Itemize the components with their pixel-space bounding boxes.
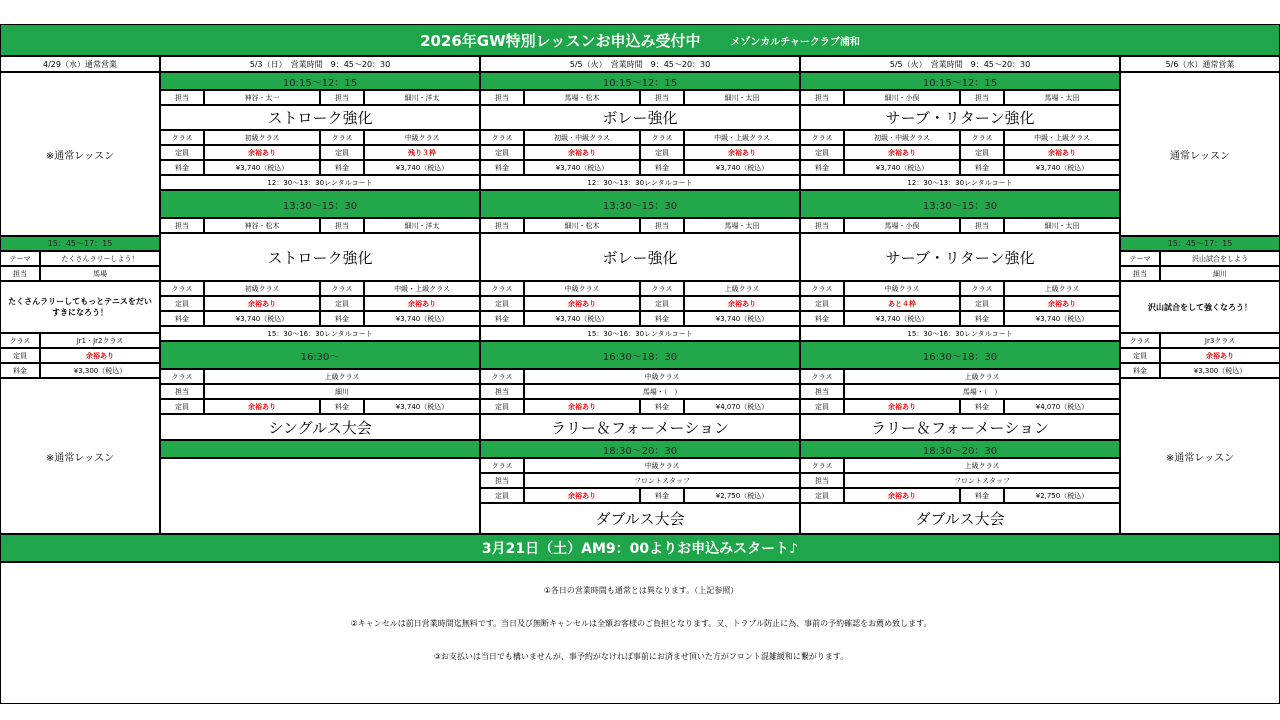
col1-s2-status-b: 余裕あり — [684, 296, 800, 311]
col2-s4-coach-label: 担当 — [800, 473, 844, 488]
col1-s2-fee-label-a: 料金 — [480, 311, 524, 326]
col2-s2-fee-b: ¥3,740（税込） — [1004, 311, 1120, 326]
col0-s1-status-a: 余裕あり — [204, 145, 320, 160]
col2-s1-class-a: 初級・中級クラス — [844, 130, 960, 145]
col1-s4-time: 18:30～20：30 — [480, 440, 800, 458]
col0-s2-status-label-b: 定員 — [320, 296, 364, 311]
col0-s2-coach-label-a: 担当 — [160, 218, 204, 233]
col0-s2-coach-label-b: 担当 — [320, 218, 364, 233]
col1-s2-status-label-b: 定員 — [640, 296, 684, 311]
left-status: 余裕あり — [40, 348, 160, 363]
col1-s1-coach-a: 馬場・松木 — [524, 90, 640, 105]
col1-s3-class: 中級クラス — [524, 369, 800, 384]
col2-s4-class: 上級クラス — [844, 458, 1120, 473]
col1-s1-class-label-a: クラス — [480, 130, 524, 145]
day-header-4: 5/6（水）通常営業 — [1120, 56, 1280, 72]
col1-s4-coach-label: 担当 — [480, 473, 524, 488]
col1-s1-fee-b: ¥3,740（税込） — [684, 160, 800, 175]
col0-rental2: 15：30～16：30レンタルコート — [160, 326, 480, 341]
col2-s2-coach-b: 細川・太田 — [1004, 218, 1120, 233]
left-theme-label: テーマ — [0, 251, 40, 266]
col2-s4-status-label: 定員 — [800, 488, 844, 503]
col1-s1-coach-label-b: 担当 — [640, 90, 684, 105]
col1-s4-class-label: クラス — [480, 458, 524, 473]
col1-s3-title: ラリー＆フォーメーション — [480, 414, 800, 440]
left-normal-lesson: ※通常レッスン — [0, 72, 160, 236]
col0-s2-coach-a: 神谷・松木 — [204, 218, 320, 233]
col1-s1-time: 10:15～12：15 — [480, 72, 800, 90]
right-theme: 沢山試合をしよう — [1160, 251, 1280, 266]
col2-s3-class-label: クラス — [800, 369, 844, 384]
col2-s2-coach-a: 馬場・小俣 — [844, 218, 960, 233]
col2-s2-class-b: 上級クラス — [1004, 281, 1120, 296]
col1-s2-coach-b: 馬場・太田 — [684, 218, 800, 233]
col2-s3-title: ラリー＆フォーメーション — [800, 414, 1120, 440]
col0-s1-coach-label-b: 担当 — [320, 90, 364, 105]
col2-s3-fee-label: 料金 — [960, 399, 1004, 414]
left-class: Jr1・Jr2クラス — [40, 333, 160, 348]
right-coach: 細川 — [1160, 266, 1280, 281]
col0-rental1: 12：30～13：30レンタルコート — [160, 175, 480, 190]
col0-s3-status-label: 定員 — [160, 399, 204, 414]
col1-s1-status-a: 余裕あり — [524, 145, 640, 160]
col2-s3-status-label: 定員 — [800, 399, 844, 414]
col2-s2-title: サーブ・リターン強化 — [800, 233, 1120, 281]
col2-s2-class-a: 中級クラス — [844, 281, 960, 296]
right-slot-time: 15：45～17：15 — [1120, 236, 1280, 251]
col2-s1-title: サーブ・リターン強化 — [800, 105, 1120, 130]
col0-s3-fee-label: 料金 — [320, 399, 364, 414]
col1-s3-class-label: クラス — [480, 369, 524, 384]
col1-s2-status-a: 余裕あり — [524, 296, 640, 311]
left-fee: ¥3,300（税込） — [40, 363, 160, 378]
col0-s2-fee-label-b: 料金 — [320, 311, 364, 326]
col2-s1-coach-a: 細川・小俣 — [844, 90, 960, 105]
left-class-label: クラス — [0, 333, 40, 348]
col2-s1-fee-label-b: 料金 — [960, 160, 1004, 175]
col1-s1-class-b: 中級・上級クラス — [684, 130, 800, 145]
col2-s3-coach: 馬場・（ ） — [844, 384, 1120, 399]
col1-s1-title: ボレー強化 — [480, 105, 800, 130]
col1-s1-coach-label-a: 担当 — [480, 90, 524, 105]
col1-s2-class-b: 上級クラス — [684, 281, 800, 296]
col2-s1-status-label-b: 定員 — [960, 145, 1004, 160]
col1-s3-coach: 馬場・（ ） — [524, 384, 800, 399]
col0-s2-class-b: 中級・上級クラス — [364, 281, 480, 296]
left-coach: 馬場 — [40, 266, 160, 281]
col2-s4-coach: フロントスタッフ — [844, 473, 1120, 488]
col1-s4-fee-label: 料金 — [640, 488, 684, 503]
col0-s2-class-a: 初級クラス — [204, 281, 320, 296]
col1-s2-class-label-a: クラス — [480, 281, 524, 296]
day-header-2: 5/5（火） 営業時間 9：45～20：30 — [480, 56, 800, 72]
col0-s1-fee-label-a: 料金 — [160, 160, 204, 175]
col0-s1-status-label-a: 定員 — [160, 145, 204, 160]
col1-rental2: 15：30～16：30レンタルコート — [480, 326, 800, 341]
col2-s2-time: 13:30～15：30 — [800, 190, 1120, 218]
right-class-label: クラス — [1120, 333, 1160, 348]
col1-s4-class: 中級クラス — [524, 458, 800, 473]
col1-s1-status-label-b: 定員 — [640, 145, 684, 160]
col0-s2-coach-b: 細川・洋太 — [364, 218, 480, 233]
col1-s3-time: 16:30～18：30 — [480, 341, 800, 369]
day-header-0: 4/29（水）通常営業 — [0, 56, 160, 72]
col2-s2-status-a: あと４枠 — [844, 296, 960, 311]
col0-s1-coach-b: 細川・洋太 — [364, 90, 480, 105]
col2-s1-fee-a: ¥3,740（税込） — [844, 160, 960, 175]
header-bar — [0, 24, 1280, 56]
col0-s2-fee-a: ¥3,740（税込） — [204, 311, 320, 326]
col1-s1-fee-label-a: 料金 — [480, 160, 524, 175]
col1-s2-title: ボレー強化 — [480, 233, 800, 281]
col0-s4-bar — [160, 440, 480, 458]
col2-s2-status-label-b: 定員 — [960, 296, 1004, 311]
left-slot-time: 15：45～17：15 — [0, 236, 160, 251]
col2-s4-fee: ¥2,750（税込） — [1004, 488, 1120, 503]
col1-s1-status-label-a: 定員 — [480, 145, 524, 160]
col2-s4-title: ダブルス大会 — [800, 503, 1120, 534]
left-desc: たくさんラリーしてもっとテニスをだいすきになろう！ — [0, 281, 160, 333]
col1-s2-fee-a: ¥3,740（税込） — [524, 311, 640, 326]
notes-box — [0, 562, 1280, 704]
col1-s1-class-label-b: クラス — [640, 130, 684, 145]
col0-s2-fee-b: ¥3,740（税込） — [364, 311, 480, 326]
col1-s4-title: ダブルス大会 — [480, 503, 800, 534]
col2-s3-time: 16:30～18：30 — [800, 341, 1120, 369]
col0-s2-title: ストローク強化 — [160, 233, 480, 281]
col2-s1-coach-label-b: 担当 — [960, 90, 1004, 105]
left-coach-label: 担当 — [0, 266, 40, 281]
col2-s4-fee-label: 料金 — [960, 488, 1004, 503]
col1-s4-status: 余裕あり — [524, 488, 640, 503]
col0-s1-fee-a: ¥3,740（税込） — [204, 160, 320, 175]
right-status: 余裕あり — [1160, 348, 1280, 363]
club-name: メゾンカルチャークラブ浦和 — [730, 36, 860, 48]
col2-s2-class-label-a: クラス — [800, 281, 844, 296]
col2-s4-class-label: クラス — [800, 458, 844, 473]
col0-s2-status-a: 余裕あり — [204, 296, 320, 311]
right-fee: ¥3,300（税込） — [1160, 363, 1280, 378]
right-theme-label: テーマ — [1120, 251, 1160, 266]
col0-s3-coach: 細川 — [204, 384, 480, 399]
col0-s3-time: 16:30～ — [160, 341, 480, 369]
right-coach-label: 担当 — [1120, 266, 1160, 281]
right-normal-lesson-2: ※通常レッスン — [1120, 378, 1280, 534]
col1-s2-time: 13:30～15：30 — [480, 190, 800, 218]
note-2: ②キャンセルは前日営業時間迄無料です。当日及び無断キャンセルは全額お客様のご負担となります。又、トラブル防止に為、事前の予約確認をお薦め致します。 — [350, 618, 932, 628]
col1-s2-coach-label-b: 担当 — [640, 218, 684, 233]
col2-s1-time: 10:15～12：15 — [800, 72, 1120, 90]
col0-s1-class-label-a: クラス — [160, 130, 204, 145]
col1-s4-coach: フロントスタッフ — [524, 473, 800, 488]
col0-s3-class: 上級クラス — [204, 369, 480, 384]
page-title: 2026年GW特別レッスンお申込み受付中 — [420, 31, 701, 50]
col2-s4-time: 18:30～20：30 — [800, 440, 1120, 458]
col2-s1-class-b: 中級・上級クラス — [1004, 130, 1120, 145]
left-status-label: 定員 — [0, 348, 40, 363]
col1-s4-status-label: 定員 — [480, 488, 524, 503]
col2-s1-status-b: 余裕あり — [1004, 145, 1120, 160]
day-header-3: 5/5（火） 営業時間 9：45～20：30 — [800, 56, 1120, 72]
col2-s2-coach-label-a: 担当 — [800, 218, 844, 233]
col1-s2-class-a: 中級クラス — [524, 281, 640, 296]
schedule-sheet — [0, 24, 1280, 704]
col0-s1-class-b: 中級クラス — [364, 130, 480, 145]
col2-s2-status-b: 余裕あり — [1004, 296, 1120, 311]
col2-s3-class: 上級クラス — [844, 369, 1120, 384]
col2-s3-coach-label: 担当 — [800, 384, 844, 399]
start-banner — [0, 534, 1280, 562]
col1-s1-class-a: 初級・中級クラス — [524, 130, 640, 145]
col0-s1-coach-a: 神谷・太一 — [204, 90, 320, 105]
col2-s1-fee-label-a: 料金 — [800, 160, 844, 175]
col1-s3-coach-label: 担当 — [480, 384, 524, 399]
col1-s4-fee: ¥2,750（税込） — [684, 488, 800, 503]
right-class: Jr3クラス — [1160, 333, 1280, 348]
right-fee-label: 料金 — [1120, 363, 1160, 378]
col1-s1-coach-b: 細川・太田 — [684, 90, 800, 105]
col2-s3-fee: ¥4,070（税込） — [1004, 399, 1120, 414]
col0-s3-status: 余裕あり — [204, 399, 320, 414]
col2-s2-coach-label-b: 担当 — [960, 218, 1004, 233]
col1-s1-status-b: 余裕あり — [684, 145, 800, 160]
left-fee-label: 料金 — [0, 363, 40, 378]
col1-s2-coach-a: 細川・松木 — [524, 218, 640, 233]
day-header-1: 5/3（日） 営業時間 9：45～20：30 — [160, 56, 480, 72]
col0-s1-status-label-b: 定員 — [320, 145, 364, 160]
col1-s2-coach-label-a: 担当 — [480, 218, 524, 233]
col0-s3-title: シングルス大会 — [160, 414, 480, 440]
col0-s1-class-label-b: クラス — [320, 130, 364, 145]
col0-s2-fee-label-a: 料金 — [160, 311, 204, 326]
col0-s1-status-b: 残り３枠 — [364, 145, 480, 160]
col0-s3-coach-label: 担当 — [160, 384, 204, 399]
right-status-label: 定員 — [1120, 348, 1160, 363]
col1-s3-status: 余裕あり — [524, 399, 640, 414]
col1-s2-class-label-b: クラス — [640, 281, 684, 296]
col2-s1-coach-b: 馬場・太田 — [1004, 90, 1120, 105]
col1-s3-fee-label: 料金 — [640, 399, 684, 414]
col2-s3-status: 余裕あり — [844, 399, 960, 414]
left-theme: たくさんラリーしよう！ — [40, 251, 160, 266]
col0-s1-title: ストローク強化 — [160, 105, 480, 130]
col0-s1-class-a: 初級クラス — [204, 130, 320, 145]
col0-s1-time: 10:15～12：15 — [160, 72, 480, 90]
col0-s3-class-label: クラス — [160, 369, 204, 384]
col1-s3-fee: ¥4,070（税込） — [684, 399, 800, 414]
col0-s2-class-label-b: クラス — [320, 281, 364, 296]
col2-s2-fee-label-b: 料金 — [960, 311, 1004, 326]
col0-empty — [160, 458, 480, 534]
col1-s3-status-label: 定員 — [480, 399, 524, 414]
col2-s4-status: 余裕あり — [844, 488, 960, 503]
col0-s1-fee-b: ¥3,740（税込） — [364, 160, 480, 175]
note-1: ①各日の営業時間も通常とは異なります。（上記参照） — [543, 585, 739, 595]
right-normal-lesson: 通常レッスン — [1120, 72, 1280, 236]
col1-s2-status-label-a: 定員 — [480, 296, 524, 311]
col2-rental2: 15：30～16：30レンタルコート — [800, 326, 1120, 341]
col2-s1-status-a: 余裕あり — [844, 145, 960, 160]
start-banner-text: 3月21日（土）AM9：00よりお申込みスタート♪ — [481, 541, 799, 557]
col2-s1-coach-label-a: 担当 — [800, 90, 844, 105]
note-3: ③お支払いは当日でも構いませんが、事予約がなければ事前にお済ませ頂いた方がフロント混雑緩和に繋がります。 — [433, 651, 849, 661]
col2-s2-status-label-a: 定員 — [800, 296, 844, 311]
col2-s1-status-label-a: 定員 — [800, 145, 844, 160]
col1-s1-fee-label-b: 料金 — [640, 160, 684, 175]
col2-s1-class-label-b: クラス — [960, 130, 1004, 145]
col0-s1-coach-label-a: 担当 — [160, 90, 204, 105]
col1-rental1: 12：30～13：30レンタルコート — [480, 175, 800, 190]
col2-s1-fee-b: ¥3,740（税込） — [1004, 160, 1120, 175]
col0-s2-time: 13:30～15：30 — [160, 190, 480, 218]
col1-s1-fee-a: ¥3,740（税込） — [524, 160, 640, 175]
col2-s1-class-label-a: クラス — [800, 130, 844, 145]
col0-s3-fee: ¥3,740（税込） — [364, 399, 480, 414]
left-normal-lesson-2: ※通常レッスン — [0, 378, 160, 534]
col2-s2-class-label-b: クラス — [960, 281, 1004, 296]
col0-s2-class-label-a: クラス — [160, 281, 204, 296]
col2-s2-fee-label-a: 料金 — [800, 311, 844, 326]
col1-s2-fee-b: ¥3,740（税込） — [684, 311, 800, 326]
col0-s1-fee-label-b: 料金 — [320, 160, 364, 175]
right-desc: 沢山試合をして強くなろう！ — [1120, 281, 1280, 333]
col2-rental1: 12：30～13：30レンタルコート — [800, 175, 1120, 190]
col2-s2-fee-a: ¥3,740（税込） — [844, 311, 960, 326]
col0-s2-status-b: 余裕あり — [364, 296, 480, 311]
col1-s2-fee-label-b: 料金 — [640, 311, 684, 326]
col0-s2-status-label-a: 定員 — [160, 296, 204, 311]
